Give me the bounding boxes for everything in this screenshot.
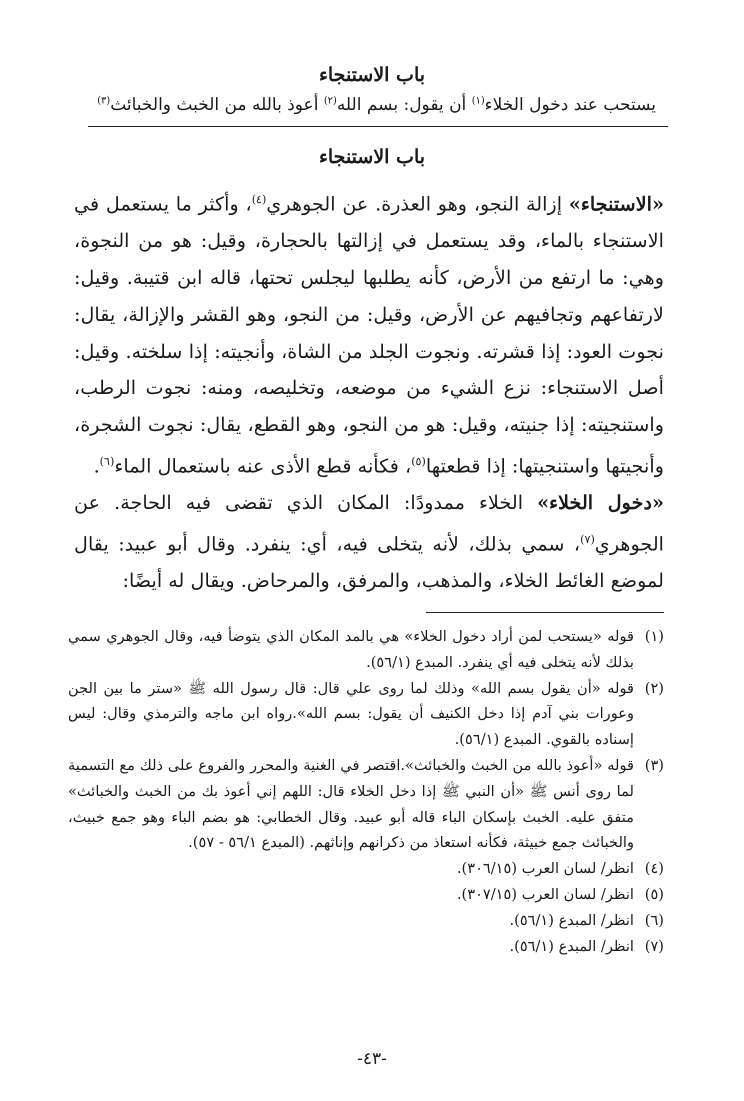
paragraph-istinja	[74, 182, 664, 485]
matn-part-2: أن يقول: بسم الله	[336, 95, 472, 115]
footnote-number: (٤)	[644, 860, 664, 878]
keyword-khala: «دخول الخلاء»	[537, 491, 664, 515]
footnote-number: (١)	[644, 628, 664, 645]
keyword-istinja: «الاستنجاء»	[568, 192, 664, 216]
footnote-text: قوله «أن يقول بسم الله» وذلك لما روى علي قال: قال رسول الله ﷺ «ستر ما بين الجن وعورات بني آدم إذا دخل الكنيف أن يقول: بسم الله».رواه ابن ماجه والترمذي وقال: ليس إسناده بالقوي. المبدع (٥٦/١).	[68, 679, 634, 749]
footnote	[68, 908, 664, 934]
chapter-title: باب الاستنجاء	[318, 64, 426, 86]
paragraph-khala	[74, 485, 664, 600]
para1-text-1: إزالة النجو، وهو العذرة. عن الجوهري	[266, 192, 569, 216]
footnote-text: انظر/ لسان العرب (٣٠٦/١٥).	[456, 860, 634, 878]
footnote-text: انظر/ لسان العرب (٣٠٧/١٥).	[456, 885, 634, 903]
footnote-text: قوله «يستحب لمن أراد دخول الخلاء» هي بالمد المكان الذي يتوضأ فيه، وقال الجوهري سمي بذلك لأنه يتخلى فيه أي ينفرد. المبدع (٥٦/١).	[68, 628, 634, 671]
footnote-text: انظر/ المبدع (٥٦/١).	[509, 911, 634, 929]
footnote-text: قوله «أعوذ بالله من الخبث والخبائث».اقتصر في الغنية والمحرر والفروع على ذلك مع التسمية لما روى أنس ﷺ «أن النبي ﷺ إذا دخل الخلاء قال: اللهم إني أعوذ بك من الخبث والخبائث» متفق عليه. الخبث بإسكان الباء قاله أبو عبيد. وقال الخطابي: هو بضم الباء وهو جمع خبيث، والخبائث جمع خبيثة، فكأنه استعاذ من ذكرانهم وإناثهم. (المبدع ٥٦/١ - ٥٧).	[68, 756, 634, 852]
matn-part-3: أعوذ بالله من الخبث والخبائث	[110, 95, 324, 115]
footnote-ref-1: (١)	[471, 95, 485, 107]
footnotes	[68, 624, 664, 959]
section-title: باب الاستنجاء	[318, 146, 426, 168]
footnote-number: (٦)	[644, 911, 664, 929]
para1-text-2: ، وأكثر ما يستعمل في الاستنجاء بالماء، وقد يستعمل في إزالتها بالحجارة، وقيل: هو من النجوة، وهي: ما ارتفع من الأرض، كأنه يطلبها ليجلس تحتها، قاله ابن قتيبة. وقيل: لارتفاعهم وتجافيهم عن الأرض، وقيل: من النجو، وهو القشر والإزالة، يقال: نجوت العود: إذا قشرته. ونجوت الجلد من الشاة، وأنجيته: إذا سلخته. وقيل: أصل الاستنجاء: نزع الشيء من موضعه، وتخليصه، ومنه: نجوت الرطب، واستنجيته: إذا جنيته، وقيل: هو من النجو، وهو القطع، يقال: نجوت الشجرة، وأنجيتها واستنجيتها: إذا قطعتها	[74, 192, 664, 478]
footnote-text: انظر/ المبدع (٥٦/١).	[509, 937, 634, 955]
footnote-divider	[426, 612, 664, 613]
para1-text-4: .	[93, 454, 100, 478]
para2-text-1: الخلاء ممدودًا: المكان الذي تقضى فيه الحاجة. عن الجوهري	[74, 491, 664, 556]
matn-part-1: يستحب عند دخول الخلاء	[484, 95, 656, 115]
footnote	[68, 753, 664, 856]
footnote-ref-7: (٧)	[580, 532, 595, 546]
page-number: -٤٣-	[357, 1049, 387, 1069]
footnote-ref-3: (٣)	[97, 95, 111, 107]
footnote-number: (٧)	[644, 937, 664, 955]
matn-divider	[88, 126, 668, 127]
para2-text-2: ، سمي بذلك، لأنه يتخلى فيه، أي: ينفرد. وقال أبو عبيد: يقال لموضع الغائط الخلاء، والمذهب، والمرفق، والمرحاض. ويقال له أيضًا:	[74, 532, 664, 593]
footnote	[68, 856, 664, 882]
footnote	[68, 882, 664, 908]
matn-text	[76, 95, 656, 115]
footnote-ref-4: (٤)	[251, 193, 267, 206]
footnote-number: (٢)	[644, 679, 664, 697]
commentary-body	[74, 182, 664, 600]
para1-text-3: ، فكأنه قطع الأذى عنه باستعمال الماء	[114, 454, 412, 478]
footnote-ref-5: (٥)	[411, 454, 426, 468]
footnote-ref-2: (٢)	[323, 95, 337, 107]
footnote	[68, 934, 664, 960]
footnote-number: (٣)	[644, 756, 664, 774]
footnote	[68, 624, 664, 676]
footnote	[68, 676, 664, 753]
footnote-ref-6: (٦)	[99, 454, 115, 468]
footnote-number: (٥)	[644, 885, 664, 903]
